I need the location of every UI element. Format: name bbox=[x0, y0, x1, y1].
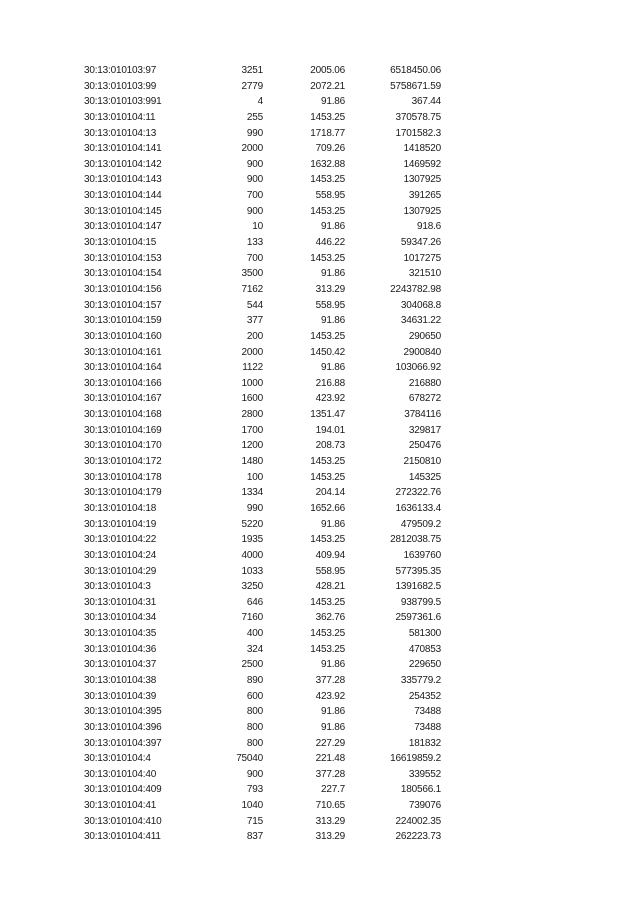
table-row bbox=[0, 689, 640, 705]
quantity-cell: 3251 bbox=[241, 65, 263, 76]
cadastral-number-cell: 30:13:010104:34 bbox=[84, 612, 157, 624]
unit-price-cell: 1453.25 bbox=[310, 205, 345, 217]
quantity-cell: 800 bbox=[246, 721, 263, 733]
cadastral-number-cell: 30:13:010104:40 bbox=[84, 768, 157, 780]
table-row bbox=[0, 204, 640, 220]
cadastral-number-cell: 30:13:010104:36 bbox=[84, 643, 157, 655]
cadastral-number-cell: 30:13:010104:170 bbox=[84, 440, 162, 452]
total-value-cell: 5758671.59 bbox=[390, 80, 441, 92]
unit-price-cell: 1351.47 bbox=[310, 409, 345, 421]
cadastral-number-cell: 30:13:010104:172 bbox=[84, 456, 162, 468]
quantity-cell: 1200 bbox=[241, 440, 263, 452]
quantity-cell: 75040 bbox=[236, 753, 263, 765]
unit-price-cell: 1453.25 bbox=[310, 330, 345, 342]
cadastral-number-cell: 30:13:010104:37 bbox=[84, 659, 157, 671]
unit-price-cell: 313.29 bbox=[315, 815, 345, 827]
table-row bbox=[0, 454, 640, 470]
table-row bbox=[0, 736, 640, 752]
unit-price-cell: 377.28 bbox=[315, 674, 345, 686]
total-value-cell: 1307925 bbox=[403, 205, 441, 217]
table-row bbox=[0, 126, 640, 142]
quantity-cell: 544 bbox=[246, 299, 263, 311]
quantity-cell: 3250 bbox=[241, 581, 263, 593]
table-row bbox=[0, 485, 640, 501]
unit-price-cell: 2072.21 bbox=[310, 80, 345, 92]
table-row bbox=[0, 360, 640, 376]
unit-price-cell: 1453.25 bbox=[310, 628, 345, 640]
unit-price-cell: 91.86 bbox=[320, 721, 345, 733]
total-value-cell: 470853 bbox=[408, 643, 441, 655]
total-value-cell: 391265 bbox=[408, 190, 441, 202]
quantity-cell: 1935 bbox=[241, 534, 263, 546]
cadastral-number-cell: 30:13:010104:154 bbox=[84, 268, 162, 280]
table-row bbox=[0, 407, 640, 423]
quantity-cell: 1600 bbox=[241, 393, 263, 405]
quantity-cell: 133 bbox=[246, 237, 263, 249]
total-value-cell: 2597361.6 bbox=[395, 612, 441, 624]
table-row bbox=[0, 423, 640, 439]
total-value-cell: 321510 bbox=[408, 268, 441, 280]
table-row bbox=[0, 532, 640, 548]
table-row bbox=[0, 673, 640, 689]
quantity-cell: 2000 bbox=[241, 143, 263, 155]
quantity-cell: 4 bbox=[257, 96, 263, 108]
cadastral-number-cell: 30:13:010104:159 bbox=[84, 315, 162, 327]
table-row bbox=[0, 767, 640, 783]
total-value-cell: 16619859.2 bbox=[390, 753, 441, 765]
quantity-cell: 377 bbox=[246, 315, 263, 327]
table-row bbox=[0, 720, 640, 736]
total-value-cell: 2812038.75 bbox=[390, 534, 441, 546]
cadastral-number-cell: 30:13:010104:169 bbox=[84, 424, 162, 436]
quantity-cell: 1480 bbox=[241, 456, 263, 468]
table-row bbox=[0, 345, 640, 361]
table-row bbox=[0, 798, 640, 814]
cadastral-number-cell: 30:13:010104:35 bbox=[84, 628, 157, 640]
unit-price-cell: 227.7 bbox=[320, 784, 345, 796]
quantity-cell: 324 bbox=[246, 643, 263, 655]
table-row bbox=[0, 626, 640, 642]
table-row bbox=[0, 79, 640, 95]
total-value-cell: 1391682.5 bbox=[395, 581, 441, 593]
cadastral-number-cell: 30:13:010104:41 bbox=[84, 800, 157, 812]
quantity-cell: 2779 bbox=[241, 80, 263, 92]
quantity-cell: 10 bbox=[252, 221, 263, 233]
unit-price-cell: 1632.88 bbox=[310, 158, 345, 170]
unit-price-cell: 91.86 bbox=[320, 518, 345, 530]
total-value-cell: 181832 bbox=[408, 737, 441, 749]
cadastral-number-cell: 30:13:010104:168 bbox=[84, 409, 162, 421]
unit-price-cell: 558.95 bbox=[315, 299, 345, 311]
table-row bbox=[0, 282, 640, 298]
unit-price-cell: 208.73 bbox=[315, 440, 345, 452]
cadastral-number-cell: 30:13:010103:99 bbox=[84, 80, 157, 92]
unit-price-cell: 1453.25 bbox=[310, 111, 345, 123]
total-value-cell: 370578.75 bbox=[395, 111, 441, 123]
unit-price-cell: 1718.77 bbox=[310, 127, 345, 139]
total-value-cell: 581300 bbox=[408, 628, 441, 640]
quantity-cell: 3500 bbox=[241, 268, 263, 280]
unit-price-cell: 221.48 bbox=[315, 753, 345, 765]
total-value-cell: 34631.22 bbox=[400, 315, 441, 327]
quantity-cell: 1040 bbox=[241, 800, 263, 812]
unit-price-cell: 313.29 bbox=[315, 831, 345, 843]
total-value-cell: 304068.8 bbox=[400, 299, 441, 311]
cadastral-number-cell: 30:13:010104:160 bbox=[84, 330, 162, 342]
table-row bbox=[0, 63, 640, 79]
table-row bbox=[0, 782, 640, 798]
unit-price-cell: 1453.25 bbox=[310, 174, 345, 186]
table-row bbox=[0, 548, 640, 564]
cadastral-number-cell: 30:13:010104:31 bbox=[84, 596, 157, 608]
total-value-cell: 367.44 bbox=[411, 96, 441, 108]
table-row bbox=[0, 94, 640, 110]
cadastral-number-cell: 30:13:010104:22 bbox=[84, 534, 157, 546]
unit-price-cell: 91.86 bbox=[320, 362, 345, 374]
unit-price-cell: 91.86 bbox=[320, 706, 345, 718]
quantity-cell: 990 bbox=[246, 127, 263, 139]
table-row bbox=[0, 376, 640, 392]
quantity-cell: 900 bbox=[246, 768, 263, 780]
total-value-cell: 3784116 bbox=[404, 409, 441, 421]
total-value-cell: 1418520 bbox=[403, 143, 441, 155]
table-row bbox=[0, 829, 640, 845]
table-row bbox=[0, 517, 640, 533]
quantity-cell: 1000 bbox=[241, 377, 263, 389]
unit-price-cell: 2005.06 bbox=[310, 65, 345, 76]
total-value-cell: 1636133.4 bbox=[395, 502, 441, 514]
total-value-cell: 577395.35 bbox=[395, 565, 441, 577]
cadastral-number-cell: 30:13:010104:166 bbox=[84, 377, 162, 389]
unit-price-cell: 1453.25 bbox=[310, 471, 345, 483]
table-row bbox=[0, 157, 640, 173]
quantity-cell: 800 bbox=[246, 737, 263, 749]
cadastral-number-cell: 30:13:010104:410 bbox=[84, 815, 162, 827]
table-row bbox=[0, 329, 640, 345]
table-row bbox=[0, 595, 640, 611]
total-value-cell: 329817 bbox=[408, 424, 441, 436]
table-row bbox=[0, 579, 640, 595]
quantity-cell: 700 bbox=[246, 190, 263, 202]
total-value-cell: 254352 bbox=[408, 690, 441, 702]
total-value-cell: 216880 bbox=[408, 377, 441, 389]
data-table bbox=[0, 63, 640, 845]
quantity-cell: 715 bbox=[246, 815, 263, 827]
table-row bbox=[0, 266, 640, 282]
table-row bbox=[0, 391, 640, 407]
cadastral-number-cell: 30:13:010104:13 bbox=[84, 127, 157, 139]
table-row bbox=[0, 251, 640, 267]
quantity-cell: 200 bbox=[246, 330, 263, 342]
total-value-cell: 272322.76 bbox=[395, 487, 441, 499]
cadastral-number-cell: 30:13:010104:38 bbox=[84, 674, 157, 686]
cadastral-number-cell: 30:13:010104:141 bbox=[84, 143, 162, 155]
quantity-cell: 700 bbox=[246, 252, 263, 264]
unit-price-cell: 1453.25 bbox=[310, 456, 345, 468]
table-row bbox=[0, 642, 640, 658]
cadastral-number-cell: 30:13:010104:179 bbox=[84, 487, 162, 499]
quantity-cell: 990 bbox=[246, 502, 263, 514]
unit-price-cell: 377.28 bbox=[315, 768, 345, 780]
unit-price-cell: 709.26 bbox=[315, 143, 345, 155]
total-value-cell: 1307925 bbox=[403, 174, 441, 186]
quantity-cell: 793 bbox=[246, 784, 263, 796]
quantity-cell: 100 bbox=[246, 471, 263, 483]
total-value-cell: 2243782.98 bbox=[390, 283, 441, 295]
total-value-cell: 1469592 bbox=[403, 158, 441, 170]
total-value-cell: 2900840 bbox=[403, 346, 441, 358]
table-row bbox=[0, 172, 640, 188]
total-value-cell: 103066.92 bbox=[395, 362, 441, 374]
table-row bbox=[0, 188, 640, 204]
total-value-cell: 290650 bbox=[408, 330, 441, 342]
cadastral-number-cell: 30:13:010104:145 bbox=[84, 205, 162, 217]
total-value-cell: 73488 bbox=[414, 706, 441, 718]
quantity-cell: 4000 bbox=[241, 549, 263, 561]
unit-price-cell: 423.92 bbox=[315, 690, 345, 702]
quantity-cell: 7162 bbox=[241, 283, 263, 295]
unit-price-cell: 91.86 bbox=[320, 315, 345, 327]
cadastral-number-cell: 30:13:010104:19 bbox=[84, 518, 157, 530]
quantity-cell: 7160 bbox=[241, 612, 263, 624]
total-value-cell: 479509.2 bbox=[400, 518, 441, 530]
cadastral-number-cell: 30:13:010104:24 bbox=[84, 549, 157, 561]
total-value-cell: 1017275 bbox=[403, 252, 441, 264]
quantity-cell: 1122 bbox=[242, 362, 263, 374]
quantity-cell: 900 bbox=[246, 174, 263, 186]
unit-price-cell: 558.95 bbox=[315, 190, 345, 202]
cadastral-number-cell: 30:13:010104:142 bbox=[84, 158, 162, 170]
table-row bbox=[0, 704, 640, 720]
table-row bbox=[0, 219, 640, 235]
quantity-cell: 900 bbox=[246, 205, 263, 217]
total-value-cell: 229650 bbox=[408, 659, 441, 671]
cadastral-number-cell: 30:13:010104:143 bbox=[84, 174, 162, 186]
total-value-cell: 938799.5 bbox=[400, 596, 441, 608]
cadastral-number-cell: 30:13:010104:3 bbox=[84, 581, 151, 593]
total-value-cell: 1639760 bbox=[403, 549, 441, 561]
quantity-cell: 900 bbox=[246, 158, 263, 170]
quantity-cell: 2000 bbox=[241, 346, 263, 358]
cadastral-number-cell: 30:13:010104:144 bbox=[84, 190, 162, 202]
cadastral-number-cell: 30:13:010104:161 bbox=[84, 346, 162, 358]
cadastral-number-cell: 30:13:010104:178 bbox=[84, 471, 162, 483]
total-value-cell: 335779.2 bbox=[400, 674, 441, 686]
table-row bbox=[0, 610, 640, 626]
unit-price-cell: 1652.66 bbox=[310, 502, 345, 514]
unit-price-cell: 227.29 bbox=[315, 737, 345, 749]
quantity-cell: 2800 bbox=[241, 409, 263, 421]
unit-price-cell: 423.92 bbox=[315, 393, 345, 405]
unit-price-cell: 409.94 bbox=[315, 549, 345, 561]
total-value-cell: 224002.35 bbox=[395, 815, 441, 827]
cadastral-number-cell: 30:13:010104:157 bbox=[84, 299, 162, 311]
cadastral-number-cell: 30:13:010104:18 bbox=[84, 502, 157, 514]
total-value-cell: 918.6 bbox=[416, 221, 441, 233]
cadastral-number-cell: 30:13:010104:153 bbox=[84, 252, 162, 264]
cadastral-number-cell: 30:13:010104:29 bbox=[84, 565, 157, 577]
table-row bbox=[0, 298, 640, 314]
cadastral-number-cell: 30:13:010104:4 bbox=[84, 753, 151, 765]
cadastral-number-cell: 30:13:010104:409 bbox=[84, 784, 162, 796]
cadastral-number-cell: 30:13:010103:97 bbox=[84, 65, 157, 76]
cadastral-number-cell: 30:13:010104:147 bbox=[84, 221, 162, 233]
quantity-cell: 646 bbox=[246, 596, 263, 608]
quantity-cell: 800 bbox=[246, 706, 263, 718]
quantity-cell: 2500 bbox=[241, 659, 263, 671]
unit-price-cell: 91.86 bbox=[320, 659, 345, 671]
table-row bbox=[0, 751, 640, 767]
quantity-cell: 837 bbox=[246, 831, 263, 843]
table-row bbox=[0, 657, 640, 673]
table-row bbox=[0, 141, 640, 157]
quantity-cell: 400 bbox=[246, 628, 263, 640]
unit-price-cell: 446.22 bbox=[315, 237, 345, 249]
cadastral-number-cell: 30:13:010104:39 bbox=[84, 690, 157, 702]
unit-price-cell: 1450.42 bbox=[310, 346, 345, 358]
total-value-cell: 59347.26 bbox=[400, 237, 441, 249]
total-value-cell: 678272 bbox=[408, 393, 441, 405]
unit-price-cell: 558.95 bbox=[315, 565, 345, 577]
unit-price-cell: 428.21 bbox=[315, 581, 345, 593]
unit-price-cell: 194.01 bbox=[315, 424, 345, 436]
total-value-cell: 6518450.06 bbox=[390, 65, 441, 76]
total-value-cell: 1701582.3 bbox=[395, 127, 441, 139]
cadastral-number-cell: 30:13:010103:991 bbox=[84, 96, 162, 108]
unit-price-cell: 313.29 bbox=[315, 283, 345, 295]
cadastral-number-cell: 30:13:010104:156 bbox=[84, 283, 162, 295]
quantity-cell: 255 bbox=[246, 111, 263, 123]
cadastral-number-cell: 30:13:010104:11 bbox=[84, 111, 156, 123]
table-row bbox=[0, 501, 640, 517]
table-row bbox=[0, 470, 640, 486]
unit-price-cell: 1453.25 bbox=[310, 643, 345, 655]
cadastral-number-cell: 30:13:010104:164 bbox=[84, 362, 162, 374]
table-row bbox=[0, 313, 640, 329]
unit-price-cell: 1453.25 bbox=[310, 252, 345, 264]
quantity-cell: 1033 bbox=[241, 565, 263, 577]
table-row bbox=[0, 438, 640, 454]
table-row bbox=[0, 564, 640, 580]
cadastral-number-cell: 30:13:010104:15 bbox=[84, 237, 157, 249]
total-value-cell: 2150810 bbox=[403, 456, 441, 468]
quantity-cell: 600 bbox=[246, 690, 263, 702]
unit-price-cell: 91.86 bbox=[320, 96, 345, 108]
cadastral-number-cell: 30:13:010104:396 bbox=[84, 721, 162, 733]
unit-price-cell: 1453.25 bbox=[310, 534, 345, 546]
quantity-cell: 1700 bbox=[241, 424, 263, 436]
cadastral-number-cell: 30:13:010104:411 bbox=[84, 831, 161, 843]
table-row bbox=[0, 814, 640, 830]
unit-price-cell: 1453.25 bbox=[310, 596, 345, 608]
unit-price-cell: 91.86 bbox=[320, 221, 345, 233]
unit-price-cell: 91.86 bbox=[320, 268, 345, 280]
unit-price-cell: 362.76 bbox=[315, 612, 345, 624]
unit-price-cell: 216.88 bbox=[315, 377, 345, 389]
total-value-cell: 73488 bbox=[414, 721, 441, 733]
table-row bbox=[0, 235, 640, 251]
total-value-cell: 262223.73 bbox=[395, 831, 441, 843]
quantity-cell: 890 bbox=[246, 674, 263, 686]
total-value-cell: 339552 bbox=[408, 768, 441, 780]
total-value-cell: 250476 bbox=[408, 440, 441, 452]
total-value-cell: 180566.1 bbox=[400, 784, 441, 796]
cadastral-number-cell: 30:13:010104:167 bbox=[84, 393, 162, 405]
total-value-cell: 145325 bbox=[408, 471, 441, 483]
unit-price-cell: 710.65 bbox=[315, 800, 345, 812]
table-row bbox=[0, 110, 640, 126]
cadastral-number-cell: 30:13:010104:397 bbox=[84, 737, 162, 749]
quantity-cell: 1334 bbox=[241, 487, 263, 499]
quantity-cell: 5220 bbox=[241, 518, 263, 530]
cadastral-number-cell: 30:13:010104:395 bbox=[84, 706, 162, 718]
unit-price-cell: 204.14 bbox=[315, 487, 345, 499]
total-value-cell: 739076 bbox=[408, 800, 441, 812]
